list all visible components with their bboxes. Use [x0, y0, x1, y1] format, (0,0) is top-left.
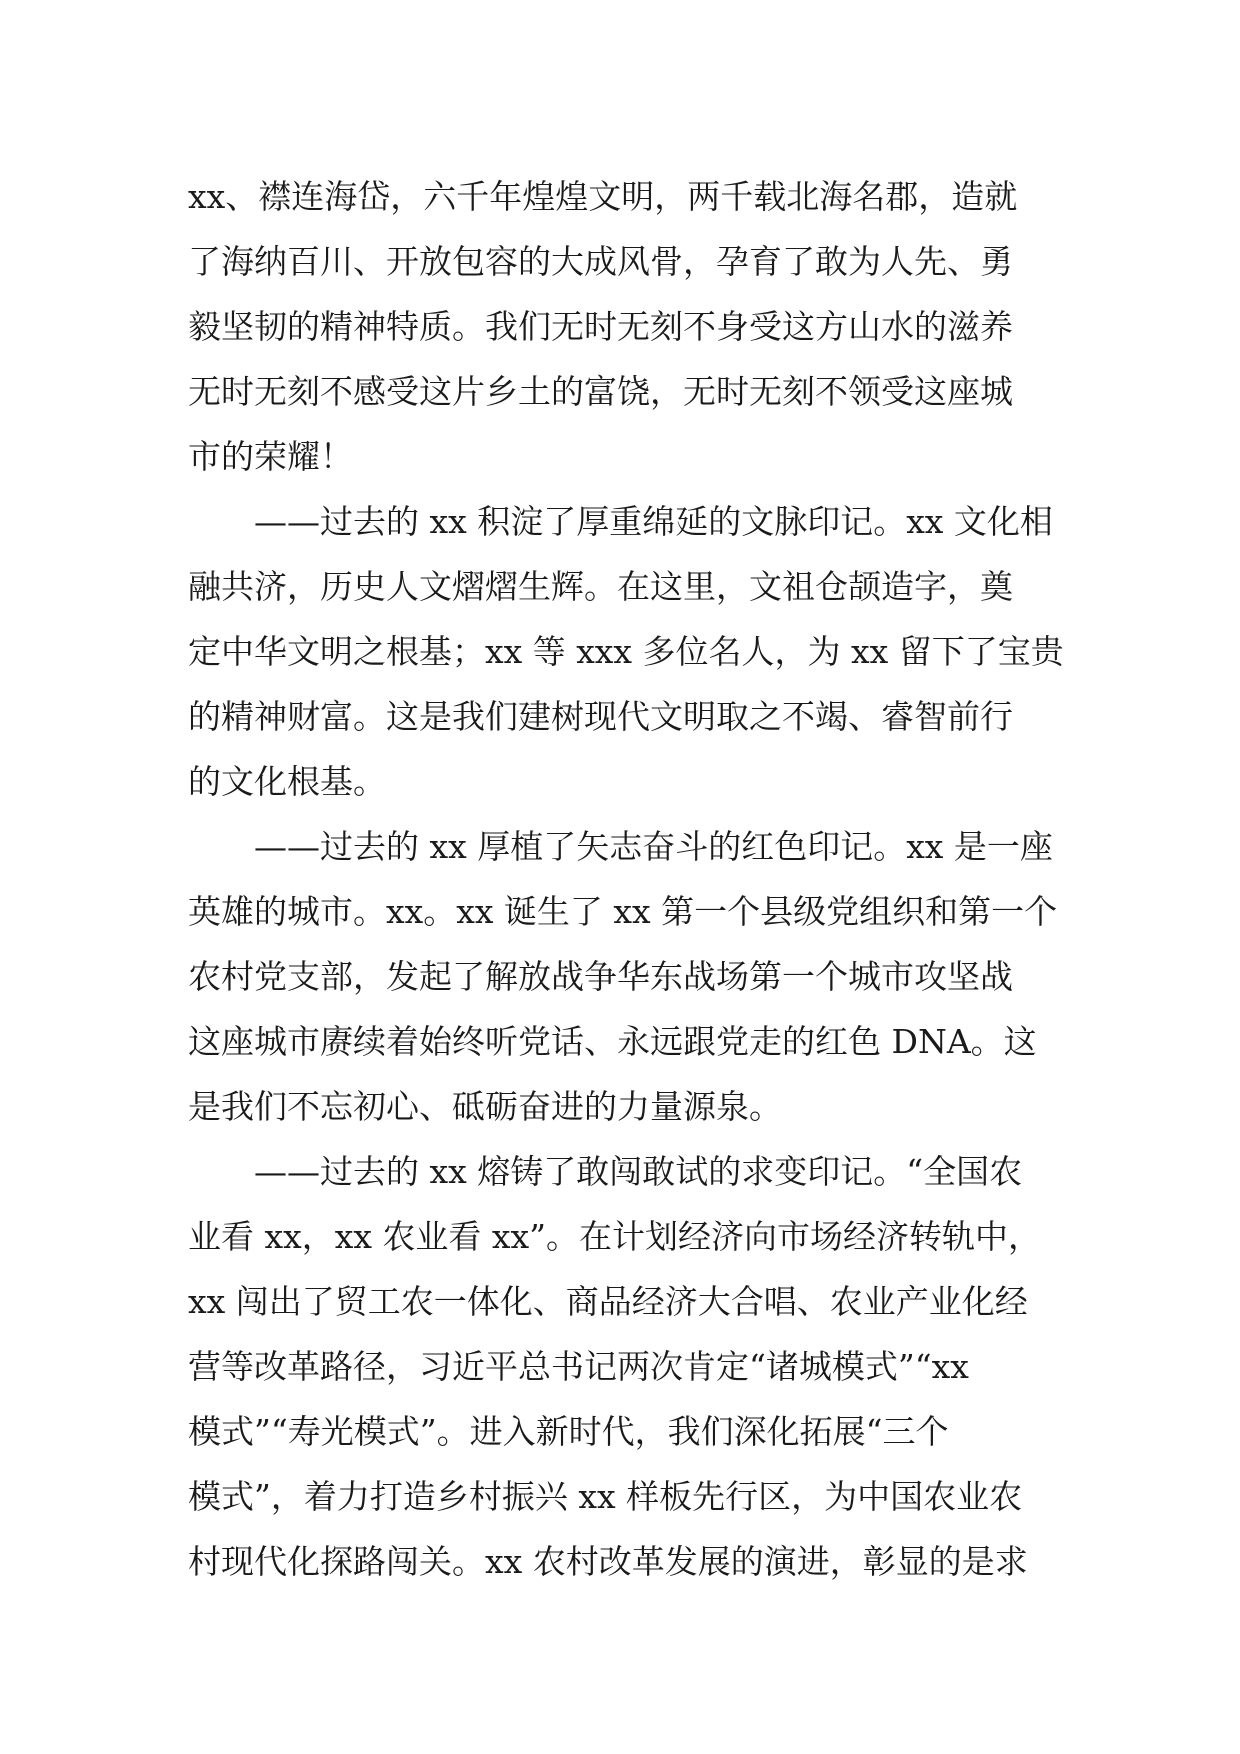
paragraph-culture: [188, 489, 1088, 814]
text-line: 融共济，历史人文熠熠生辉。在这里，文祖仓颉造字，奠: [188, 567, 1013, 606]
text-line: 的文化根基。: [188, 762, 386, 801]
text-line: 的精神财富。这是我们建树现代文明取之不竭、睿智前行: [188, 697, 1013, 736]
text-line: xx、襟连海岱，六千年煌煌文明，两千载北海名郡，造就: [188, 177, 1018, 216]
text-line: 农村党支部，发起了解放战争华东战场第一个城市攻坚战: [188, 957, 1013, 996]
paragraph-red-heritage: [188, 814, 1088, 1139]
text-line: 是我们不忘初心、砥砺奋进的力量源泉。: [188, 1087, 782, 1126]
text-line: 无时无刻不感受这片乡土的富饶，无时无刻不领受这座城: [188, 372, 1013, 411]
text-line: 了海纳百川、开放包容的大成风骨，孕育了敢为人先、勇: [188, 242, 1013, 281]
text-line: 村现代化探路闯关。xx 农村改革发展的演进，彰显的是求: [188, 1542, 1028, 1581]
text-line: ——过去的 xx 熔铸了敢闯敢试的求变印记。“全国农: [254, 1152, 1023, 1191]
text-line: 营等改革路径，习近平总书记两次肯定“诸城模式”“xx: [188, 1347, 969, 1386]
text-line: ——过去的 xx 厚植了矢志奋斗的红色印记。xx 是一座: [254, 827, 1053, 866]
text-line: 市的荣耀！: [188, 437, 353, 476]
document-body: [188, 164, 1088, 1594]
text-line: 英雄的城市。xx。xx 诞生了 xx 第一个县级党组织和第一个: [188, 892, 1058, 931]
text-line: ——过去的 xx 积淀了厚重绵延的文脉印记。xx 文化相: [254, 502, 1053, 541]
text-line: 模式”，着力打造乡村振兴 xx 样板先行区，为中国农业农: [188, 1477, 1023, 1516]
text-line: 模式”“寿光模式”。进入新时代，我们深化拓展“三个: [188, 1412, 949, 1451]
text-line: 毅坚韧的精神特质。我们无时无刻不身受这方山水的滋养: [188, 307, 1013, 346]
text-line: xx 闯出了贸工农一体化、商品经济大合唱、农业产业化经: [188, 1282, 1028, 1321]
text-line: 业看 xx，xx 农业看 xx”。在计划经济向市场经济转轨中，: [188, 1217, 1042, 1256]
text-line: 这座城市赓续着始终听党话、永远跟党走的红色 DNA。这: [188, 1022, 1037, 1061]
paragraph-reform: [188, 1139, 1088, 1594]
text-line: 定中华文明之根基；xx 等 xxx 多位名人，为 xx 留下了宝贵: [188, 632, 1064, 671]
paragraph-intro: [188, 164, 1088, 489]
